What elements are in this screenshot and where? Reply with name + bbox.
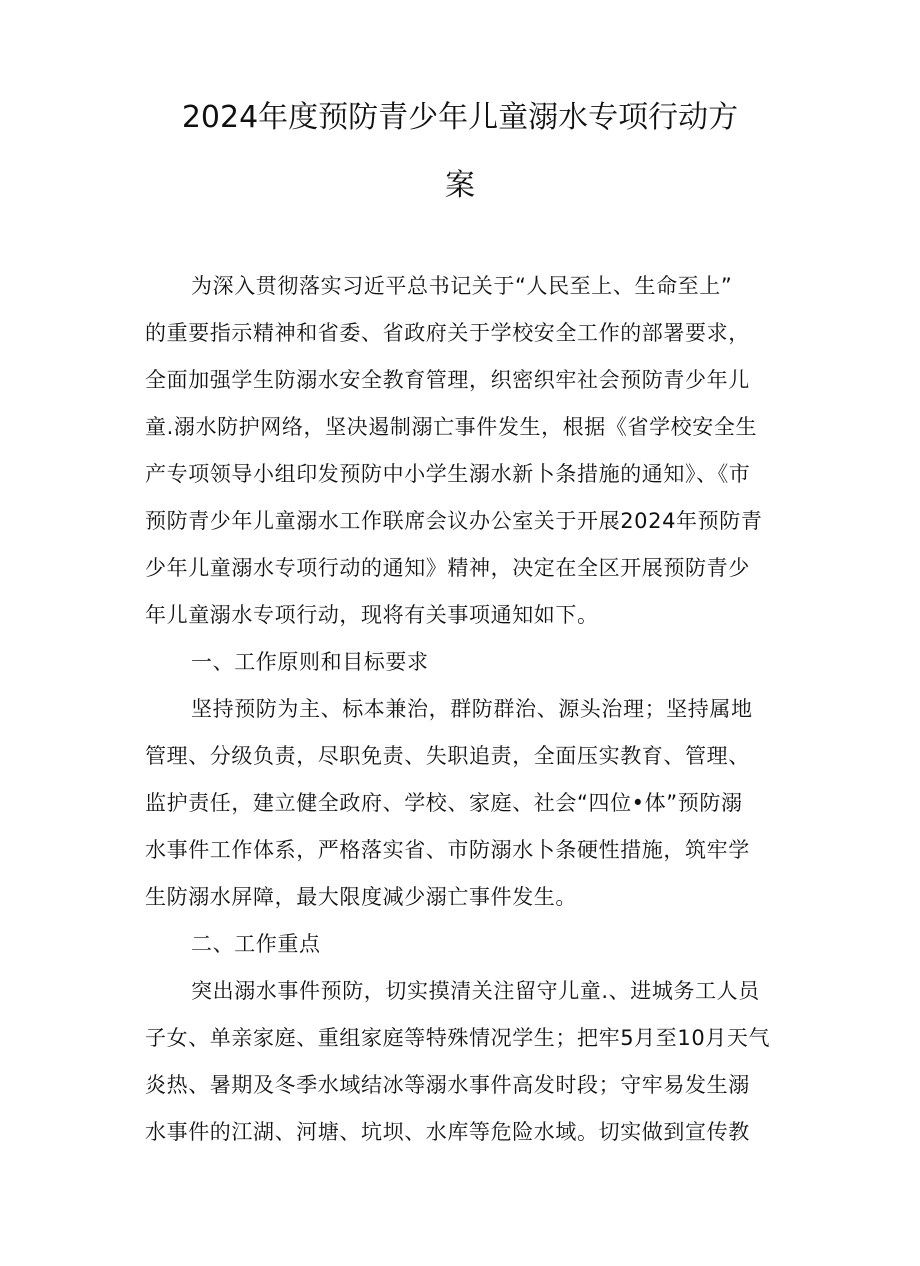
document-title-line-2: 案 (445, 168, 475, 203)
paragraph-line: 的重要指示精神和省委、省政府关于学校安全工作的部署要求， (145, 321, 750, 345)
paragraph-line: 产专项领导小组印发预防中小学生溺水新卜条措施的通知》、《市 (145, 462, 751, 486)
paragraph-line: 子女、单亲家庭、重组家庭等特殊情况学生；把牢5月至10月天气 (145, 1026, 771, 1050)
paragraph-line: 年儿童溺水专项行动，现将有关事项通知如下。 (145, 603, 599, 627)
paragraph-line: 坚持预防为主、标本兼治，群防群治、源头治理；坚持属地 (191, 697, 753, 721)
paragraph-line: 水事件工作体系，严格落实省、市防溺水卜条硬性措施，筑牢学 (145, 838, 750, 862)
paragraph-line: 水事件的江湖、河塘、坑坝、水库等危险水域。切实做到宣传教 (145, 1120, 750, 1144)
paragraph-line: 预防青少年儿童溺水工作联席会议办公室关于开展2024年预防青 (145, 509, 763, 533)
paragraph-line: 全面加强学生防溺水安全教育管理，织密织牢社会预防青少年儿 (145, 368, 750, 392)
paragraph-line: 少年儿童溺水专项行动的通知》精神，决定在全区开展预防青少 (145, 556, 750, 580)
paragraph-line: 管理、分级负责，尽职免责、失职追责，全面压实教育、管理、 (145, 744, 750, 768)
paragraph-line: 监护责任，建立健全政府、学校、家庭、社会“四位•体”预防溺 (145, 791, 743, 815)
paragraph-line: 童.溺水防护网络，坚决遏制溺亡事件发生，根据《省学校安全生 (145, 415, 758, 439)
section-heading: 二、工作重点 (191, 932, 321, 956)
paragraph-line: 炎热、暑期及冬季水域结冰等溺水事件高发时段；守牢易发生溺 (145, 1073, 750, 1097)
document-title-line-1: 2024年度预防青少年儿童溺水专项行动方 (181, 100, 739, 135)
paragraph-line: 生防溺水屏障，最大限度减少溺亡事件发生。 (145, 885, 577, 909)
document-body (145, 263, 785, 1156)
section-heading: 一、工作原则和目标要求 (191, 650, 429, 674)
paragraph-line: 突出溺水事件预防，切实摸清关注留守儿童.、进城务工人员 (191, 979, 760, 1003)
paragraph-line: 为深入贯彻落实习近平总书记关于“人民至上、生命至上” (191, 274, 733, 298)
